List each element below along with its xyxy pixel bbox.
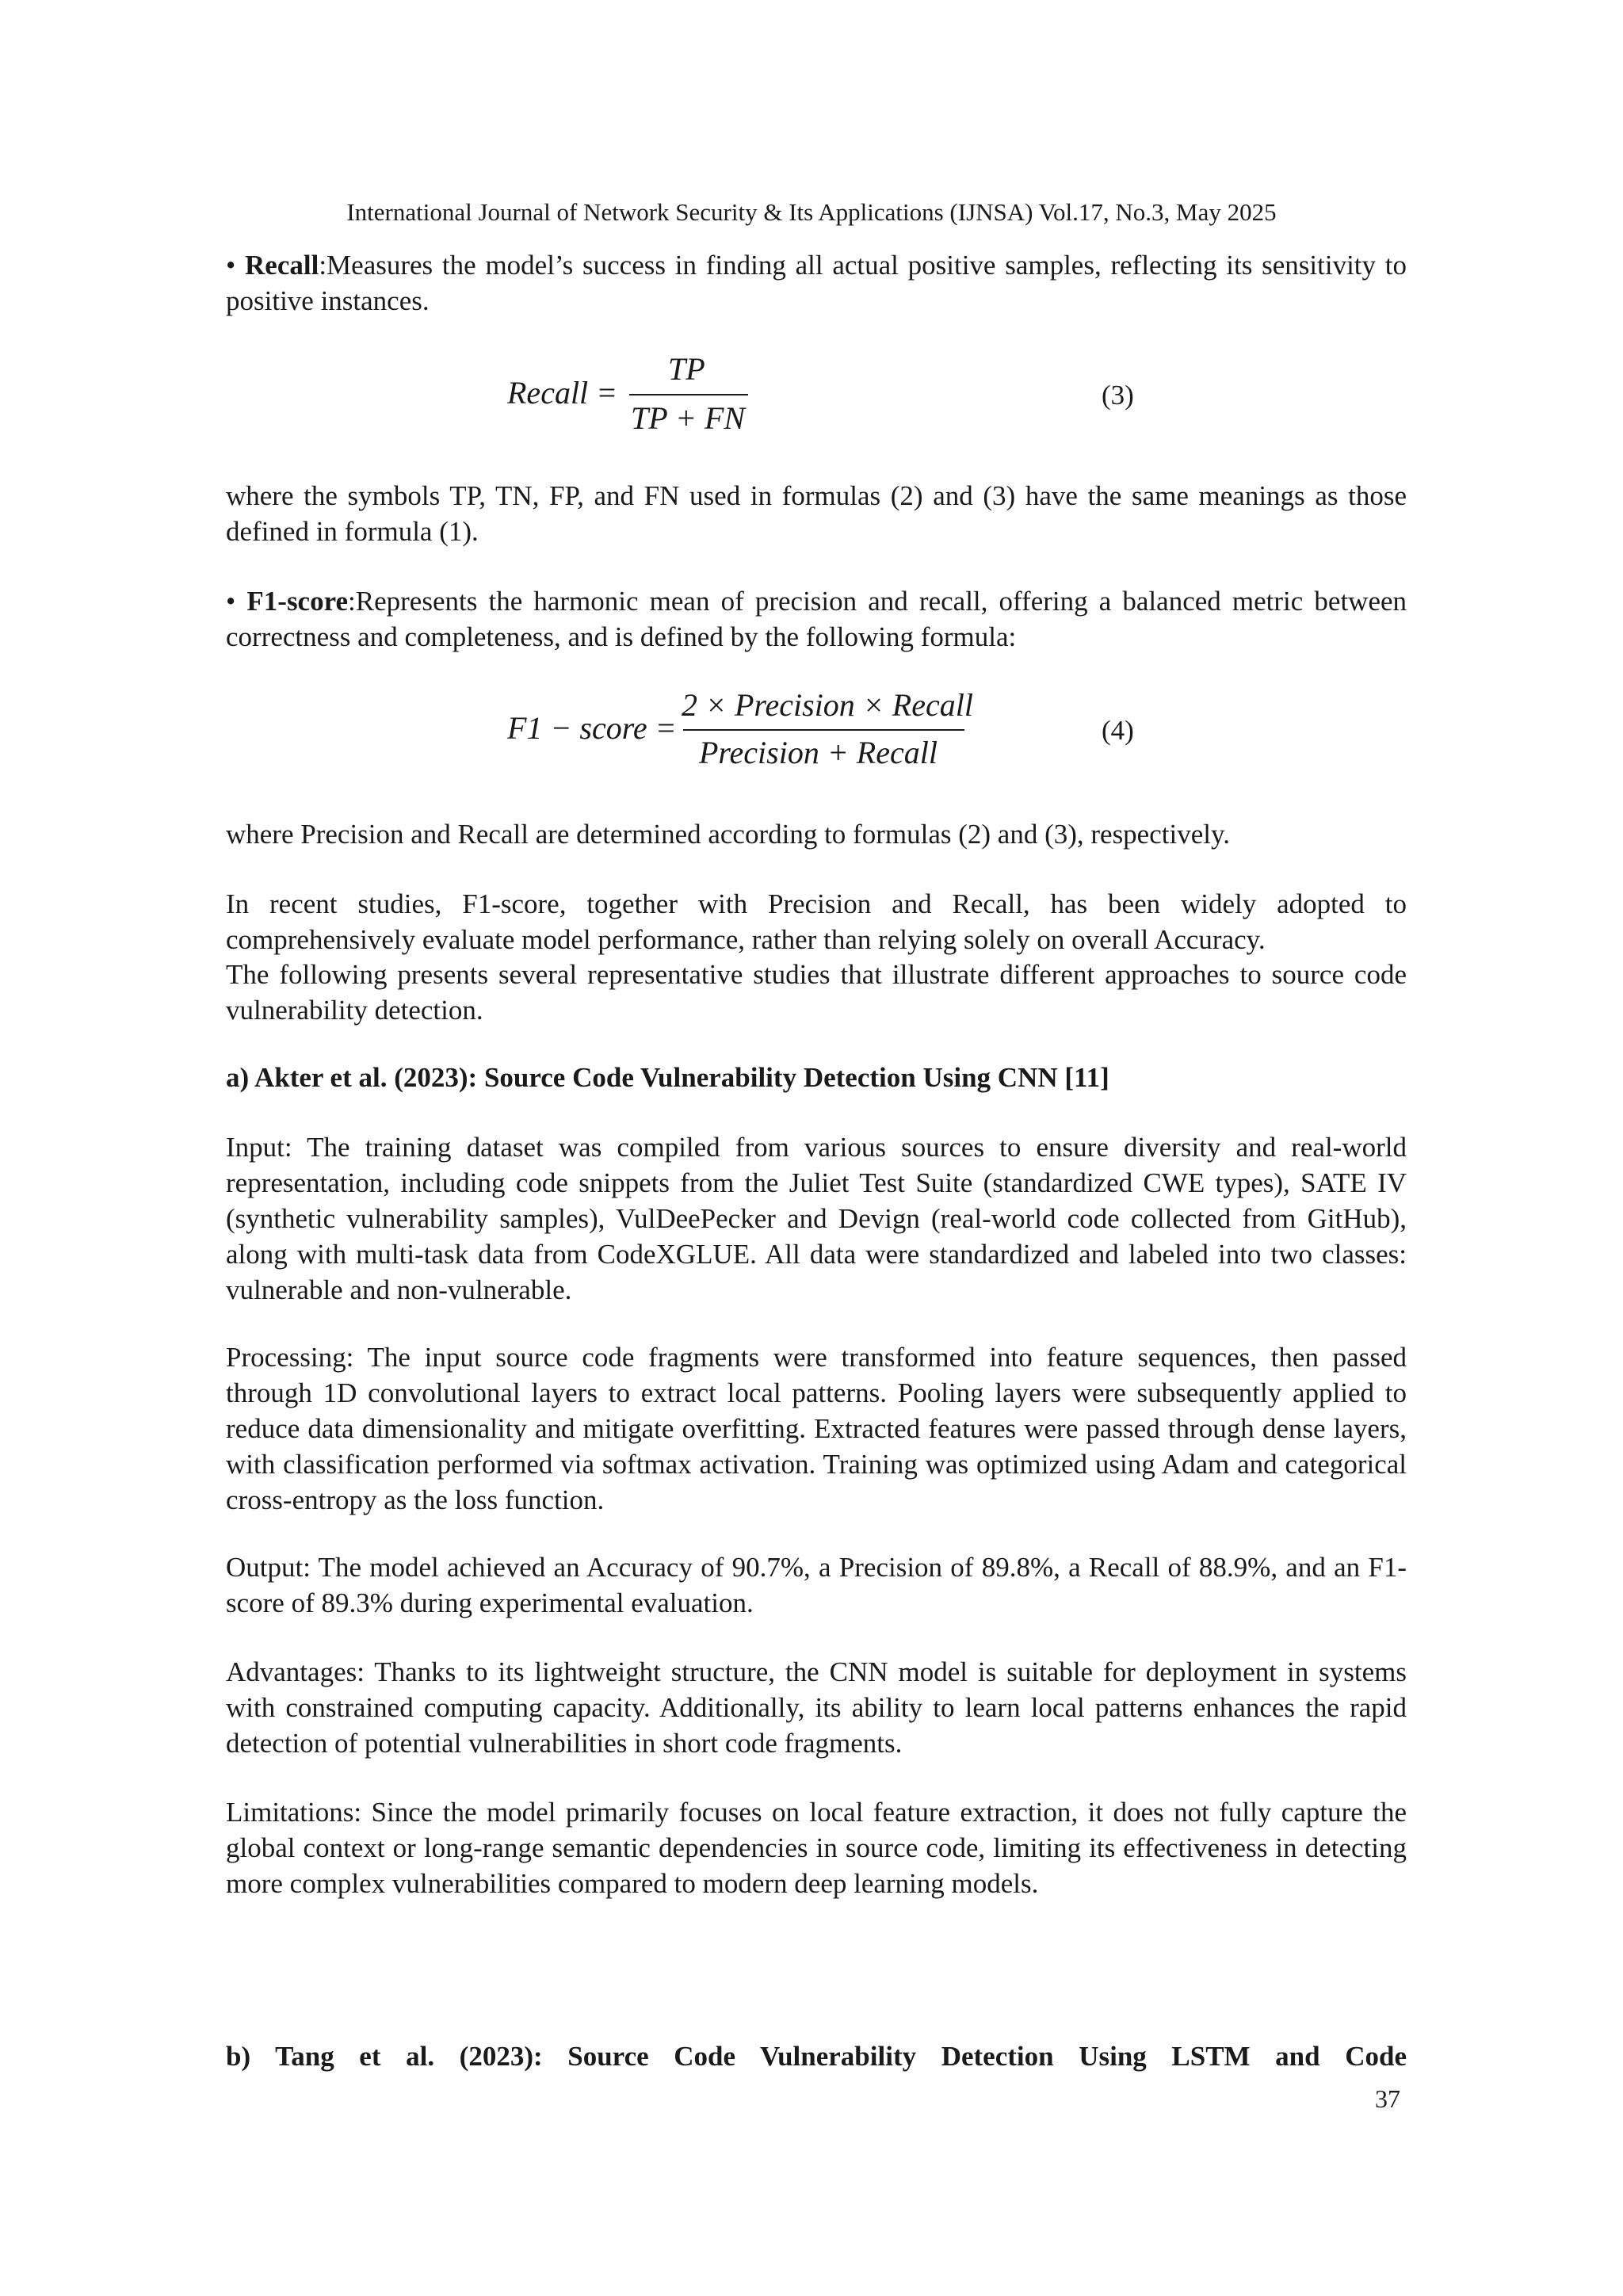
recall-term: Recall: [245, 250, 319, 281]
limitations-paragraph: Limitations: Since the model primarily focuses on local feature extraction, it does not fully capture the global context or long-range semantic dependencies in source code, limiting its effectiveness in detecting more complex vulnerabilities compared to modern deep learning models.: [226, 1797, 1407, 1899]
recall-paragraph: [226, 247, 1407, 319]
bullet: •: [226, 250, 236, 281]
eq3-fraction-bar: [629, 394, 748, 395]
f1-definition: :Represents the harmonic mean of precision and recall, offering a balanced metric between correctness and completeness, and is defined by the following formula:: [226, 586, 1407, 652]
advantages-paragraph: Advantages: Thanks to its lightweight structure, the CNN model is suitable for deployment in systems with constrained computing capacity. Additionally, its ability to learn local patterns enhances the rapid detection of potential vulnerabilities in short code fragments.: [226, 1656, 1407, 1759]
eq3-denominator: TP + FN: [631, 400, 746, 436]
eq3-lhs: Recall =: [507, 375, 618, 411]
eq4-lhs: F1 − score =: [507, 710, 677, 746]
page-number: 37: [1375, 2084, 1400, 2113]
eq4-denominator: Precision + Recall: [699, 735, 938, 770]
equation-3-number: (3): [1102, 380, 1134, 411]
f1-paragraph: [226, 583, 1407, 655]
following-paragraph: The following presents several representative studies that illustrate different approaches to source code vulnerability detection.: [226, 959, 1407, 1026]
input-paragraph: Input: The training dataset was compiled from various sources to ensure diversity and real-world representation, including code snippets from the Juliet Test Suite (standardized CWE types), SATE IV (synthetic vulnerability samples), VulDeePecker and Devign (real-world code collected from GitHub), along with multi-task data from CodeXGLUE. All data were standardized and labeled into two classes: vulnerable and non-vulnerable.: [226, 1132, 1407, 1305]
where-paragraph-2: where Precision and Recall are determined according to formulas (2) and (3), respectively.: [226, 819, 1230, 850]
section-a-heading: a) Akter et al. (2023): Source Code Vulnerability Detection Using CNN [11]: [226, 1062, 1109, 1093]
eq4-fraction-bar: [683, 729, 964, 731]
f1-term: F1-score: [246, 586, 349, 617]
bullet: •: [226, 586, 236, 617]
eq4-numerator: 2 × Precision × Recall: [682, 687, 973, 723]
equation-4-number: (4): [1102, 715, 1134, 746]
section-b-heading: b) Tang et al. (2023): Source Code Vulnerability Detection Using LSTM and Code: [226, 2041, 1407, 2072]
recent-studies-paragraph: In recent studies, F1-score, together with Precision and Recall, has been widely adopted to comprehensively evaluate model performance, rather than relying solely on overall Accuracy.: [226, 888, 1407, 955]
eq3-numerator: TP: [668, 351, 705, 387]
processing-paragraph: Processing: The input source code fragments were transformed into feature sequences, then passed through 1D convolutional layers to extract local patterns. Pooling layers were subsequently applied to reduce data dimensionality and mitigate overfitting. Extracted features were passed through dense layers, with classification performed via softmax activation. Training was optimized using Adam and categorical cross-entropy as the loss function.: [226, 1342, 1407, 1515]
where-paragraph-1: where the symbols TP, TN, FP, and FN used in formulas (2) and (3) have the same meanings as those defined in formula (1).: [226, 480, 1407, 547]
output-paragraph: Output: The model achieved an Accuracy of 90.7%, a Precision of 89.8%, a Recall of 88.9%, and an F1-score of 89.3% during experimental evaluation.: [226, 1552, 1407, 1618]
recall-definition: :Measures the model’s success in finding all actual positive samples, reflecting its sensitivity to positive instances.: [226, 250, 1407, 316]
running-header: International Journal of Network Security & Its Applications (IJNSA) Vol.17, No.3, May 2025: [346, 198, 1277, 226]
